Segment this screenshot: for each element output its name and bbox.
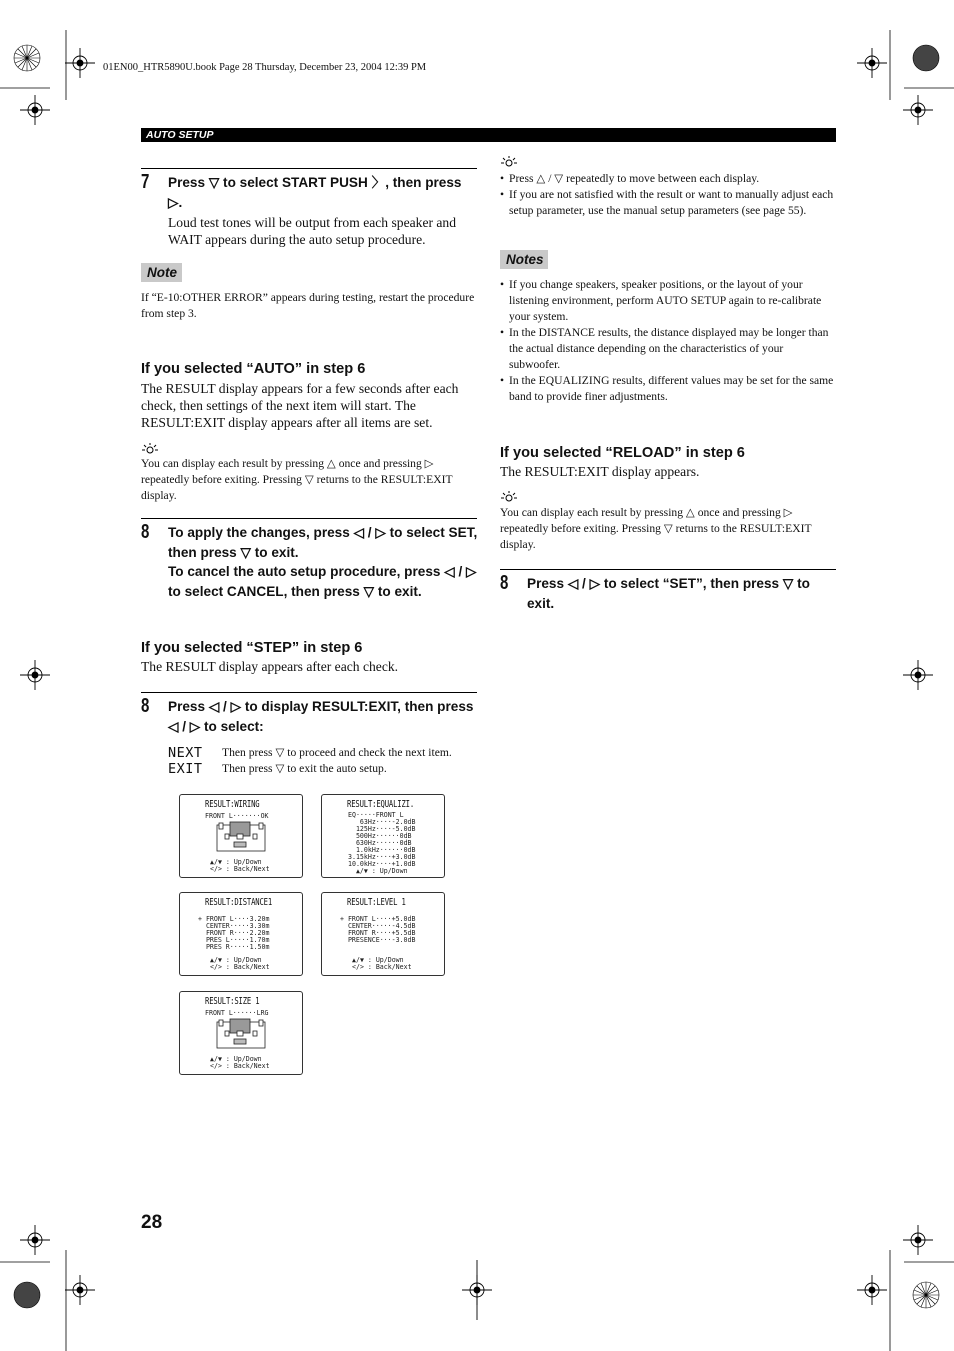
step-number: 8 [500, 572, 509, 594]
option-desc-exit: Then press ▽ to exit the auto setup. [222, 762, 387, 775]
display-level [321, 892, 445, 976]
step-divider [141, 518, 477, 519]
display-distance [179, 892, 303, 976]
display-size [179, 991, 303, 1075]
step-description: Loud test tones will be output from each speaker and WAIT appears during the auto setup procedure. [168, 215, 457, 247]
tip-icon [141, 442, 159, 456]
display-title: RESULT:EQUALIZI. [347, 799, 415, 810]
display-line: 63Hz····-2.0dB [348, 818, 416, 826]
step-description: The RESULT display appears after each check. [141, 659, 399, 674]
step-number: 7 [141, 171, 150, 193]
step-divider [141, 692, 477, 693]
display-title: RESULT:LEVEL 1 [347, 897, 406, 908]
display-line: 500Hz······0dB [348, 832, 412, 840]
option-code-exit: EXIT [168, 761, 203, 777]
display-title: RESULT:DISTANCE1 [205, 897, 273, 908]
notes-list [500, 277, 836, 405]
display-line: CENTER·····-4.5dB [340, 922, 416, 930]
tip-icon [500, 490, 518, 504]
step-heading: If you selected “STEP” in step 6 [141, 640, 363, 656]
print-info: 01EN00_HTR5890U.book Page 28 Thursday, December 23, 2004 12:39 PM [103, 62, 427, 73]
display-line: + FRONT L····+5.0dB [340, 915, 416, 923]
display-nav-updown: ▲/▼ : Up/Down [352, 956, 404, 964]
speaker-layout-icon [216, 1017, 266, 1049]
display-title: RESULT:WIRING [205, 799, 260, 810]
display-line: PRESENCE···-3.0dB [340, 936, 416, 944]
step-instruction: Press ◁ / ▷ to display RESULT:EXIT, then press ◁ / ▷ to select: [168, 699, 474, 734]
option-code-next: NEXT [168, 745, 203, 761]
tips-list [500, 171, 836, 219]
display-line: 125Hz····-5.0dB [348, 825, 416, 833]
reload-description: The RESULT:EXIT display appears. [500, 464, 700, 479]
page-number: 28 [141, 1212, 163, 1233]
display-line: FRONT R····+5.5dB [340, 929, 416, 937]
step-divider [500, 569, 836, 570]
display-line: EQ·····FRONT L [348, 811, 404, 819]
list-item: • If you are not satisfied with the result or want to manually adjust each setup parameter, use the manual setup parameters (see page 55). [500, 187, 836, 219]
step-number: 8 [141, 695, 150, 717]
display-line: 10.0kHz····+1.0dB [348, 860, 416, 868]
display-nav-backnext: </> : Back/Next [210, 865, 270, 873]
display-line: PRES R·····1.50m [198, 943, 270, 951]
step-instruction: Press ▽ to select START PUSH 〉, then press ▷. [168, 175, 462, 210]
tip-icon [500, 155, 518, 169]
note-label: Note [141, 263, 182, 282]
list-item: • If you change speakers, speaker positions, or the layout of your listening environment, perform AUTO SETUP again to re-calibrate your system. [500, 277, 836, 325]
note-text: If “E-10:OTHER ERROR” appears during testing, restart the procedure from step 3. [141, 291, 475, 320]
auto-heading: If you selected “AUTO” in step 6 [141, 361, 366, 377]
display-line: 630Hz······0dB [348, 839, 412, 847]
display-line: 3.15kHz····+3.0dB [348, 853, 416, 861]
display-line: CENTER·····3.30m [198, 922, 270, 930]
reload-tip-text: You can display each result by pressing △ once and pressing ▷ repeatedly before exiting. Pressing ▽ returns to the RESULT:EXIT display. [500, 506, 812, 551]
section-header-bar [141, 128, 836, 142]
section-title: AUTO SETUP [146, 129, 214, 141]
step-instruction: Press ◁ / ▷ to select “SET”, then press ▽ to exit. [527, 576, 810, 611]
step-divider [141, 168, 477, 169]
step-instruction-apply: To apply the changes, press ◁ / ▷ to select SET, then press ▽ to exit. [168, 525, 478, 560]
list-item: • In the DISTANCE results, the distance displayed may be longer than the actual distance depending on the characteristics of your subwoofer. [500, 325, 836, 373]
display-line: + FRONT L····3.20m [198, 915, 270, 923]
display-nav-updown: ▲/▼ : Up/Down [210, 858, 262, 866]
auto-tip-text: You can display each result by pressing △ once and pressing ▷ repeatedly before exiting. Pressing ▽ returns to the RESULT:EXIT display. [141, 457, 453, 502]
display-line: FRONT L·······OK [205, 812, 269, 820]
display-nav-backnext: </> : Back/Next [210, 963, 270, 971]
notes-label: Notes [500, 250, 548, 269]
display-title: RESULT:SIZE 1 [205, 996, 260, 1007]
step-number: 8 [141, 521, 150, 543]
display-nav-backnext: </> : Back/Next [210, 1062, 270, 1070]
display-nav-updown: ▲/▼ : Up/Down [210, 956, 262, 964]
display-line: FRONT R····2.20m [198, 929, 270, 937]
auto-description: The RESULT display appears for a few seconds after each check, then settings of the next item will start. The RESULT:EXIT display appears after all items are set. [141, 381, 459, 430]
display-line: 1.0kHz······0dB [348, 846, 416, 854]
reload-heading: If you selected “RELOAD” in step 6 [500, 445, 745, 461]
step-instruction-cancel: To cancel the auto setup procedure, press ◁ / ▷ to select CANCEL, then press ▽ to exit. [168, 564, 477, 599]
display-line: FRONT L······LRG [205, 1009, 269, 1017]
display-nav-updown: ▲/▼ : Up/Down [210, 1055, 262, 1063]
display-wiring [179, 794, 303, 878]
speaker-layout-icon [216, 820, 266, 852]
display-nav-backnext: </> : Back/Next [352, 963, 412, 971]
list-item: • Press △ / ▽ repeatedly to move between each display. [500, 171, 836, 187]
list-item: • In the EQUALIZING results, different values may be set for the same band to provide finer adjustments. [500, 373, 836, 405]
display-line: PRES L·····1.70m [198, 936, 270, 944]
display-nav-updown: ▲/▼ : Up/Down [348, 867, 408, 875]
option-desc-next: Then press ▽ to proceed and check the next item. [222, 746, 452, 759]
display-equalizing [321, 794, 445, 878]
